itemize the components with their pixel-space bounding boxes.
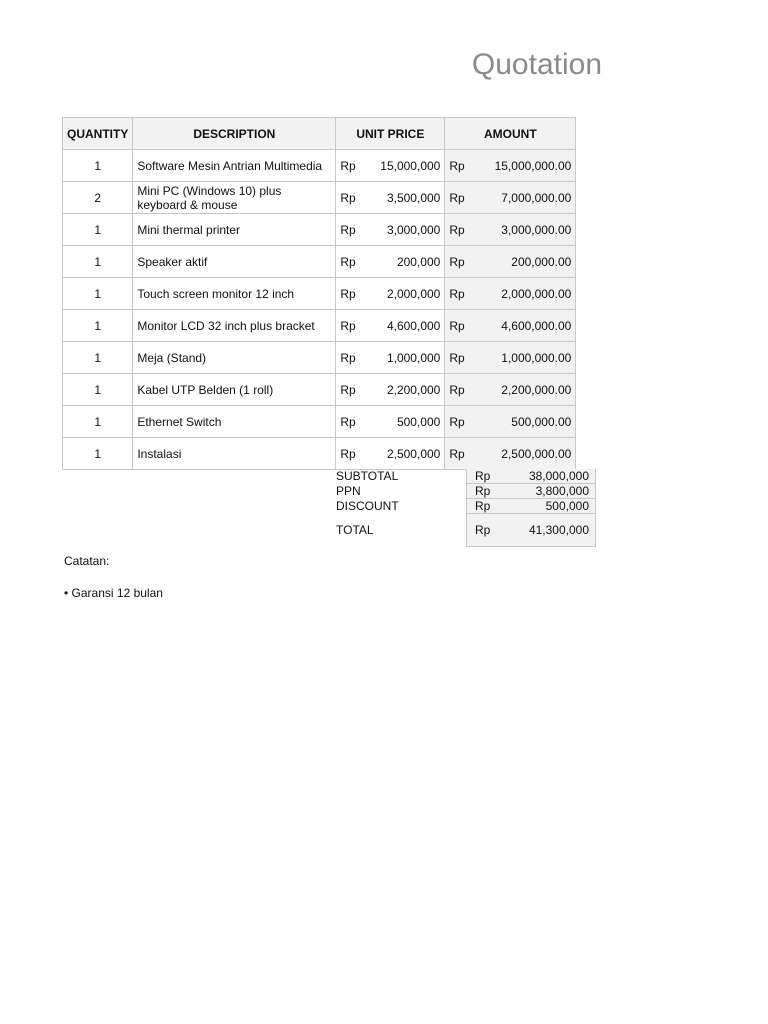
row-amount: 2,500,000.00 [483, 438, 576, 470]
currency-label: Rp [475, 523, 491, 537]
table-row [63, 406, 576, 438]
notes-heading: Catatan: [64, 554, 110, 568]
row-unit-currency: Rp [336, 150, 375, 182]
row-amount: 7,000,000.00 [483, 182, 576, 214]
total-row [467, 523, 595, 537]
table-row [63, 278, 576, 310]
row-amount: 200,000.00 [483, 246, 576, 278]
row-unit-price: 2,500,000 [374, 438, 445, 470]
row-unit-price: 3,500,000 [374, 182, 445, 214]
row-quantity: 1 [63, 278, 133, 310]
quotation-table [62, 117, 576, 470]
row-unit-price: 1,000,000 [374, 342, 445, 374]
table-row [63, 438, 576, 470]
row-amount: 2,200,000.00 [483, 374, 576, 406]
row-amount-currency: Rp [445, 278, 484, 310]
row-unit-price: 15,000,000 [374, 150, 445, 182]
discount-row [467, 499, 595, 514]
row-description: Ethernet Switch [133, 406, 336, 438]
row-description: Speaker aktif [133, 246, 336, 278]
row-description: Mini PC (Windows 10) plus keyboard & mouse [133, 182, 336, 214]
row-description: Monitor LCD 32 inch plus bracket [133, 310, 336, 342]
row-amount-currency: Rp [445, 438, 484, 470]
table-row [63, 246, 576, 278]
ppn-value: 3,800,000 [535, 484, 589, 498]
table-row [63, 374, 576, 406]
table-row [63, 150, 576, 182]
row-amount: 2,000,000.00 [483, 278, 576, 310]
row-quantity: 2 [63, 182, 133, 214]
row-unit-currency: Rp [336, 182, 375, 214]
subtotal-label: SUBTOTAL [336, 469, 399, 483]
row-amount: 500,000.00 [483, 406, 576, 438]
row-amount: 1,000,000.00 [483, 342, 576, 374]
ppn-row [467, 484, 595, 499]
header-description: DESCRIPTION [133, 118, 336, 150]
subtotal-value: 38,000,000 [528, 469, 589, 483]
row-quantity: 1 [63, 374, 133, 406]
discount-label: DISCOUNT [336, 499, 399, 513]
row-amount: 15,000,000.00 [483, 150, 576, 182]
row-description: Software Mesin Antrian Multimedia [133, 150, 336, 182]
note-item [64, 586, 163, 600]
row-unit-currency: Rp [336, 246, 375, 278]
row-amount-currency: Rp [445, 182, 484, 214]
row-unit-currency: Rp [336, 406, 375, 438]
row-quantity: 1 [63, 246, 133, 278]
table-row [63, 310, 576, 342]
row-amount-currency: Rp [445, 310, 484, 342]
currency-label: Rp [475, 469, 491, 483]
currency-label: Rp [475, 484, 491, 498]
header-unit-price: UNIT PRICE [336, 118, 445, 150]
totals-box [466, 469, 596, 547]
subtotal-row [467, 469, 595, 484]
row-description: Mini thermal printer [133, 214, 336, 246]
row-unit-currency: Rp [336, 214, 375, 246]
row-quantity: 1 [63, 342, 133, 374]
row-description: Touch screen monitor 12 inch [133, 278, 336, 310]
page-title: Quotation [471, 48, 602, 81]
bullet-icon: • [64, 586, 69, 600]
row-quantity: 1 [63, 406, 133, 438]
header-amount: AMOUNT [445, 118, 576, 150]
total-value: 41,300,000 [528, 523, 589, 537]
row-unit-price: 200,000 [374, 246, 445, 278]
row-unit-currency: Rp [336, 438, 375, 470]
row-unit-currency: Rp [336, 342, 375, 374]
row-amount: 3,000,000.00 [483, 214, 576, 246]
table-row [63, 342, 576, 374]
row-amount-currency: Rp [445, 214, 484, 246]
row-amount-currency: Rp [445, 342, 484, 374]
row-description: Kabel UTP Belden (1 roll) [133, 374, 336, 406]
row-unit-price: 500,000 [374, 406, 445, 438]
row-unit-currency: Rp [336, 374, 375, 406]
row-unit-price: 4,600,000 [374, 310, 445, 342]
ppn-label: PPN [336, 484, 361, 498]
row-amount-currency: Rp [445, 246, 484, 278]
row-quantity: 1 [63, 310, 133, 342]
discount-value: 500,000 [545, 499, 589, 513]
row-quantity: 1 [63, 150, 133, 182]
row-amount-currency: Rp [445, 406, 484, 438]
header-quantity: QUANTITY [63, 118, 133, 150]
currency-label: Rp [475, 499, 491, 513]
row-unit-price: 2,200,000 [374, 374, 445, 406]
row-unit-price: 2,000,000 [374, 278, 445, 310]
row-unit-currency: Rp [336, 278, 375, 310]
row-quantity: 1 [63, 438, 133, 470]
total-label: TOTAL [336, 523, 374, 537]
row-quantity: 1 [63, 214, 133, 246]
table-header-row [63, 118, 576, 150]
row-amount-currency: Rp [445, 374, 484, 406]
row-unit-currency: Rp [336, 310, 375, 342]
row-description: Instalasi [133, 438, 336, 470]
row-amount-currency: Rp [445, 150, 484, 182]
table-row [63, 182, 576, 214]
row-amount: 4,600,000.00 [483, 310, 576, 342]
note-text: Garansi 12 bulan [71, 586, 163, 600]
row-unit-price: 3,000,000 [374, 214, 445, 246]
table-row [63, 214, 576, 246]
row-description: Meja (Stand) [133, 342, 336, 374]
